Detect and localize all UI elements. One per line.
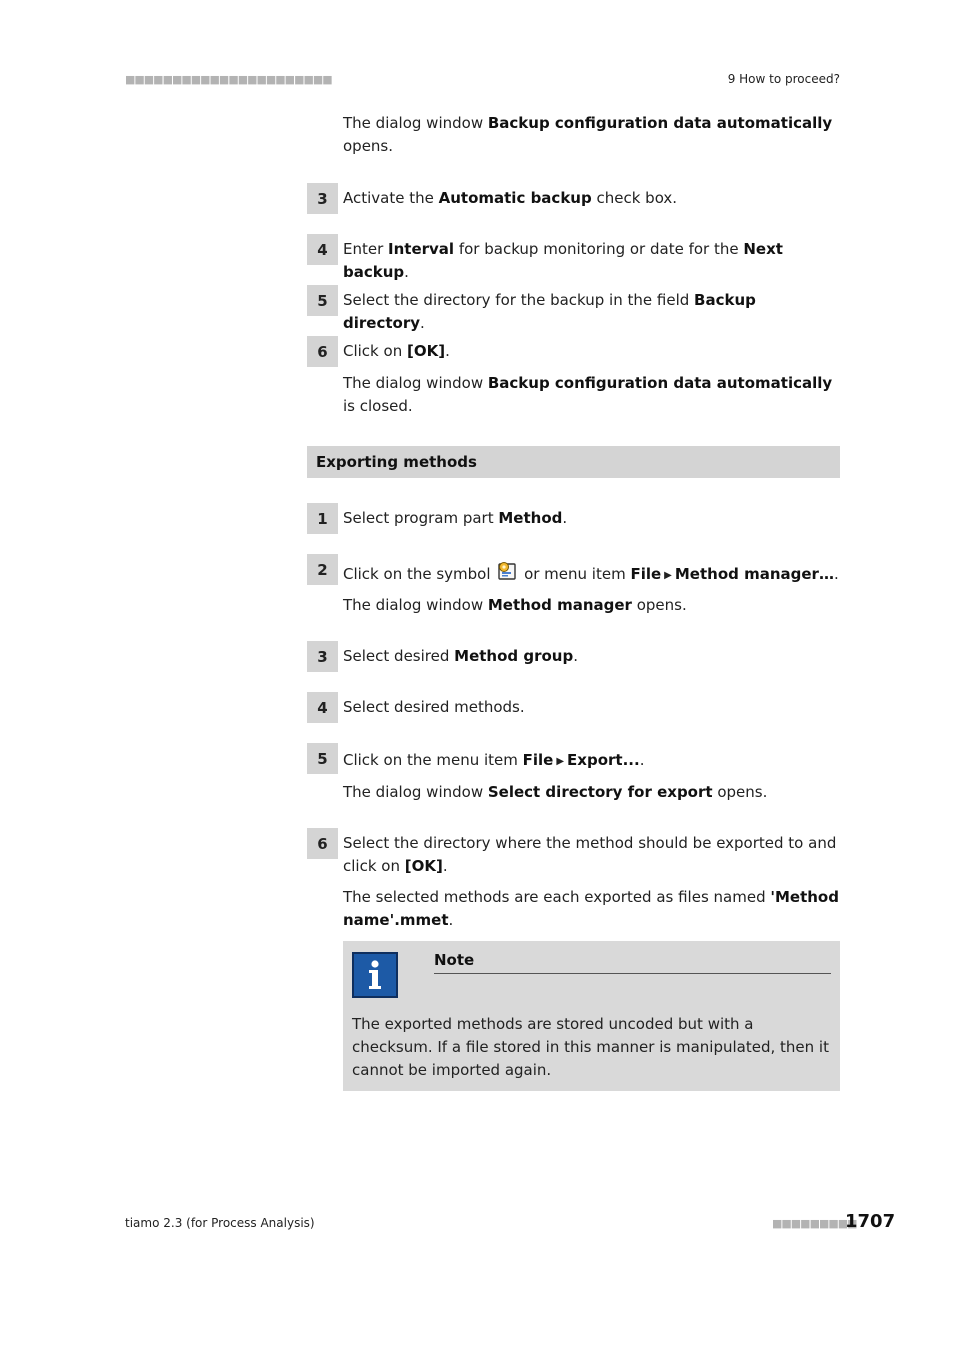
chapter-title: 9 How to proceed?: [727, 72, 840, 86]
section-header: Exporting methods: [307, 446, 840, 478]
step-number: 3: [307, 183, 338, 214]
step-number: 1: [307, 503, 338, 534]
step-text: Select desired Method group.: [343, 647, 578, 665]
footer-product: tiamo 2.3 (for Process Analysis): [125, 1216, 315, 1230]
note-box: [343, 941, 840, 1091]
step-number: 5: [307, 743, 338, 774]
step-result: The dialog window Method manager opens.: [343, 596, 687, 614]
step-number: 6: [307, 828, 338, 859]
step-text: Click on the menu item File ▶ Export....: [343, 751, 645, 769]
step-result: The dialog window Select directory for export opens.: [343, 783, 768, 801]
step-text: Select program part Method.: [343, 509, 568, 527]
step-number: 4: [307, 692, 338, 723]
step-number: 6: [307, 336, 338, 367]
step-number: 2: [307, 554, 338, 585]
step-text: Select desired methods.: [343, 698, 525, 716]
step-number: 5: [307, 285, 338, 316]
step-text: Click on the symbol or menu item File ▶ Method manager….: [343, 561, 840, 587]
step-number: 4: [307, 234, 338, 265]
menu-arrow-icon: ▶: [556, 756, 565, 767]
step-text: Activate the Automatic backup check box.: [343, 189, 678, 207]
method-manager-icon: [497, 561, 517, 581]
step-result: The dialog window Backup configuration data automatically is closed.: [343, 374, 833, 415]
intro-paragraph: The dialog window Backup configuration data automatically opens.: [343, 114, 833, 155]
note-text: The exported methods are stored uncoded but with a checksum. If a file stored in this manner is manipulated, then it cannot be imported again.: [352, 1015, 829, 1079]
info-icon: [352, 952, 398, 998]
step-result: The selected methods are each exported as files named 'Method name'.mmet.: [343, 888, 839, 929]
note-title: Note: [434, 951, 831, 974]
step-text: Select the directory for the backup in the field Backup directory.: [343, 291, 756, 332]
step-number: 3: [307, 641, 338, 672]
footer-decoration: ■■■■■■■■■: [772, 1217, 857, 1230]
step-text: Select the directory where the method should be exported to and click on [OK].: [343, 834, 837, 875]
step-text: Enter Interval for backup monitoring or date for the Next backup.: [343, 240, 783, 281]
header-decoration: ■■■■■■■■■■■■■■■■■■■■■■: [125, 73, 332, 86]
page-number: 1707: [845, 1211, 896, 1232]
step-text: Click on [OK].: [343, 342, 450, 360]
menu-arrow-icon: ▶: [664, 570, 672, 581]
